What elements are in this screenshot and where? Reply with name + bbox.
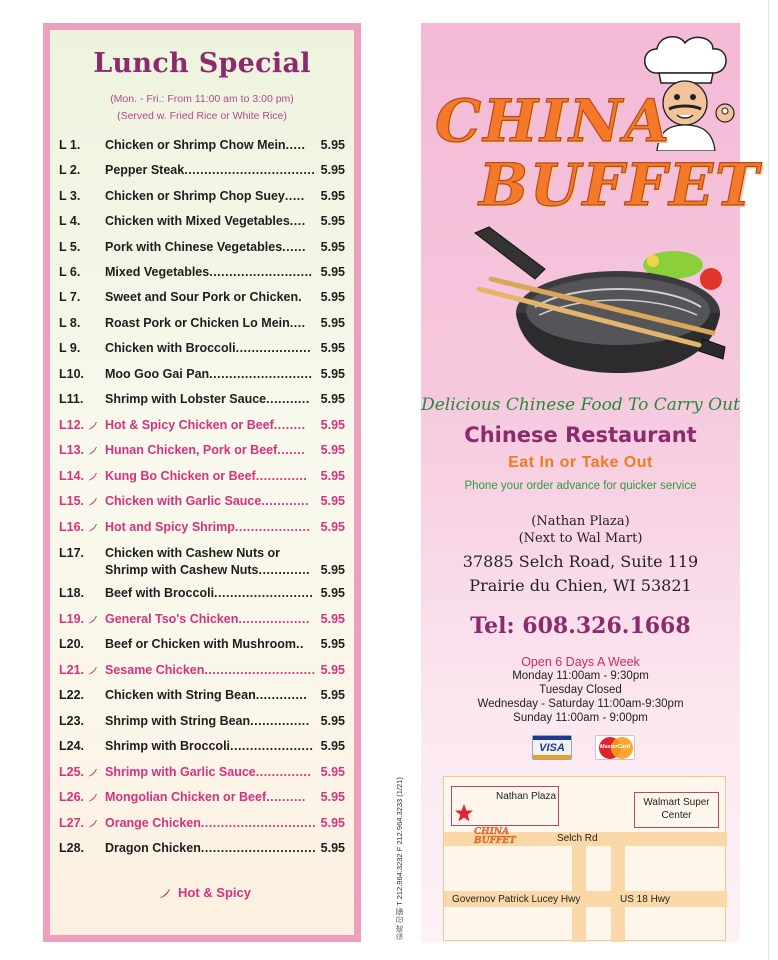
menu-item-name: Hot & Spicy Chicken or Beef (105, 418, 274, 432)
map-walmart-label: Walmart Super Center (643, 797, 710, 821)
menu-item-code: L 9. (59, 341, 81, 355)
map-plaza-label: Nathan Plaza (496, 791, 557, 802)
wok-with-chopsticks-image (473, 223, 735, 388)
menu-item-code: L 6. (59, 265, 81, 279)
menu-item-code: L16. (59, 520, 85, 534)
menu-item-line: Pepper Steak ................................. 5.95 (105, 163, 345, 177)
menu-item-price: 5.95 (320, 790, 345, 804)
chili-pepper-icon (87, 523, 97, 533)
map-road-vertical (572, 832, 586, 942)
menu-item-name: Chicken with String Bean (105, 688, 256, 702)
menu-item-line: Chicken or Shrimp Chow Mein ..... 5.95 (105, 138, 345, 152)
menu-item-price: 5.95 (320, 341, 345, 355)
menu-item-code: L12. (59, 418, 85, 432)
menu-item-name: Mixed Vegetables (105, 265, 210, 279)
lunch-special-panel (43, 23, 361, 942)
menu-item-name: Shrimp with Garlic Sauce (105, 765, 256, 779)
map-governor-hwy-label: Governov Patrick Lucey Hwy (452, 894, 581, 905)
menu-item-line: Beef or Chicken with Mushroom .. 5.95 (105, 637, 345, 651)
menu-item-code: L 2. (59, 163, 81, 177)
menu-item-name: Dragon Chicken (105, 841, 201, 855)
hot-spicy-legend (158, 885, 251, 900)
menu-item-name: Beef with Broccoli (105, 586, 215, 600)
lunch-served-with: (Served w. Fried Rice or White Rice) (117, 110, 287, 122)
menu-item-price: 5.95 (320, 265, 345, 279)
menu-item-code: L11. (59, 392, 84, 406)
menu-item-line: Mongolian Chicken or Beef .......... 5.95 (105, 790, 345, 804)
menu-item-price: 5.95 (320, 816, 345, 830)
menu-item-price: 5.95 (320, 290, 345, 304)
menu-item-line: Beef with Broccoli ......................... 5.95 (105, 586, 345, 600)
hours-wednesday-saturday: Wednesday - Saturday 11:00am-9:30pm (477, 698, 684, 710)
menu-item-code: L19. (59, 612, 85, 626)
menu-item-price: 5.95 (320, 138, 345, 152)
menu-item-price: 5.95 (320, 240, 345, 254)
menu-item-price: 5.95 (320, 714, 345, 728)
menu-item-code: L 3. (59, 189, 81, 203)
address-street: 37885 Selch Road, Suite 119 (462, 552, 699, 571)
hours-tuesday: Tuesday Closed (539, 684, 622, 696)
menu-item-name-line2: Shrimp with Cashew Nuts ............. 5.95 (105, 563, 345, 577)
menu-item-code: L17. (59, 546, 85, 560)
menu-item-price: 5.95 (320, 469, 345, 483)
menu-item-line: Shrimp with Broccoli ..................... 5.95 (105, 739, 345, 753)
menu-item-line: Hunan Chicken, Pork or Beef ....... 5.95 (105, 443, 345, 457)
menu-item-line: Chicken or Shrimp Chop Suey ..... 5.95 (105, 189, 345, 203)
menu-item-price: 5.95 (320, 392, 345, 406)
hours-monday: Monday 11:00am - 9:30pm (512, 670, 649, 682)
menu-item-price: 5.95 (320, 563, 345, 577)
menu-item-name: Sweet and Sour Pork or Chicken (105, 290, 299, 304)
menu-item-code: L 8. (59, 316, 81, 330)
menu-item-name: Shrimp with Broccoli (105, 739, 231, 753)
address-city: Prairie du Chien, WI 53821 (469, 576, 692, 595)
menu-item-line: Sesame Chicken ............................ 5.95 (105, 663, 345, 677)
menu-item-line: Orange Chicken ............................. 5.95 (105, 816, 345, 830)
menu-item-price: 5.95 (320, 637, 345, 651)
menu-item-price: 5.95 (320, 189, 345, 203)
menu-item-line: Dragon Chicken ............................. 5.95 (105, 841, 345, 855)
menu-item-name: Orange Chicken (105, 816, 201, 830)
menu-item-code: L15. (59, 494, 85, 508)
menu-item-line: Shrimp with String Bean ............... 5.95 (105, 714, 345, 728)
printer-code: 彩海 印刷 T 212.964.3232 F 212.964.3233 (1/21) (395, 777, 404, 940)
hours-sunday: Sunday 11:00am - 9:00pm (513, 712, 648, 724)
menu-item-price: 5.95 (320, 418, 345, 432)
brand-logo-buffet: BUFFET (479, 151, 761, 219)
menu-item-price: 5.95 (320, 443, 345, 457)
restaurant-info-panel (421, 23, 761, 942)
menu-item-price: 5.95 (320, 765, 345, 779)
menu-item-name: Chicken with Garlic Sauce (105, 494, 262, 508)
chili-pepper-icon (87, 793, 97, 803)
map-us18-label: US 18 Hwy (620, 894, 671, 905)
tagline: Delicious Chinese Food To Carry Out (421, 395, 740, 415)
menu-item-name: Pepper Steak (105, 163, 185, 177)
chili-pepper-icon (87, 497, 97, 507)
telephone-number: Tel: 608.326.1668 (470, 613, 691, 639)
map-brand-logo (474, 828, 516, 846)
chili-pepper-icon (87, 768, 97, 778)
menu-item-code: L28. (59, 841, 85, 855)
menu-item-line: Pork with Chinese Vegetables ...... 5.95 (105, 240, 345, 254)
menu-item-code: L20. (59, 637, 85, 651)
hot-spicy-label: Hot & Spicy (178, 885, 251, 900)
menu-item-code: L 5. (59, 240, 81, 254)
menu-item-line: Kung Bo Chicken or Beef ............. 5.95 (105, 469, 345, 483)
map-logo-line1: CHINA (474, 827, 510, 837)
menu-item-code: L 4. (59, 214, 81, 228)
open-days: Open 6 Days A Week (521, 655, 640, 669)
address-landmark: (Next to Wal Mart) (518, 531, 643, 546)
menu-item-price: 5.95 (320, 739, 345, 753)
menu-item-line: Chicken with Garlic Sauce ............ 5.95 (105, 494, 345, 508)
menu-item-name: Chicken or Shrimp Chow Mein (105, 138, 286, 152)
menu-item-name: Sesame Chicken (105, 663, 205, 677)
menu-item-line: Shrimp with Garlic Sauce .............. 5.95 (105, 765, 345, 779)
menu-item-name: Shrimp with Lobster Sauce (105, 392, 267, 406)
chili-pepper-icon (87, 666, 97, 676)
menu-item-line: Chicken with String Bean ............. 5.95 (105, 688, 345, 702)
chili-pepper-icon (87, 615, 97, 625)
lunch-special-title: Lunch Special (93, 48, 311, 79)
menu-item-code: L23. (59, 714, 85, 728)
menu-item-price: 5.95 (320, 163, 345, 177)
chili-pepper-icon (87, 421, 97, 431)
menu-item-line: Chicken with Mixed Vegetables .... 5.95 (105, 214, 345, 228)
service-type: Eat In or Take Out (508, 454, 653, 471)
menu-item-name: Chicken with Broccoli (105, 341, 236, 355)
brand-logo-china: CHINA (435, 87, 672, 155)
menu-item-name: Mongolian Chicken or Beef (105, 790, 267, 804)
star-marker-icon (454, 803, 474, 823)
menu-item-name: Hot and Spicy Shrimp (105, 520, 235, 534)
menu-item-line: Sweet and Sour Pork or Chicken . 5.95 (105, 290, 345, 304)
menu-item-code: L14. (59, 469, 85, 483)
chili-pepper-icon (87, 446, 97, 456)
menu-item-code: L25. (59, 765, 85, 779)
menu-item-price: 5.95 (320, 214, 345, 228)
mastercard-label: MasterCard (599, 744, 631, 750)
chili-pepper-icon (87, 472, 97, 482)
mastercard-icon (595, 735, 635, 760)
menu-item-line: General Tso's Chicken .................. 5.95 (105, 612, 345, 626)
menu-item-name: Moo Goo Gai Pan (105, 367, 210, 381)
menu-item-code: L22. (59, 688, 85, 702)
lunch-hours: (Mon. - Fri.: From 11:00 am to 3:00 pm) (110, 93, 294, 105)
map-logo-line2: BUFFET (474, 836, 516, 846)
menu-item-code: L24. (59, 739, 85, 753)
menu-item-name: Beef or Chicken with Mushroom (105, 637, 296, 651)
chili-pepper-icon (158, 889, 170, 899)
menu-item-name: Chicken with Mixed Vegetables (105, 214, 290, 228)
menu-item-code: L27. (59, 816, 85, 830)
menu-item-code: L 1. (59, 138, 81, 152)
map-road-vertical (611, 832, 625, 942)
menu-item-line: Mixed Vegetables .......................... 5.95 (105, 265, 345, 279)
menu-item-name: Chicken or Shrimp Chop Suey (105, 189, 285, 203)
visa-label: VISA (539, 742, 565, 754)
menu-item-line: Hot and Spicy Shrimp ................... 5.95 (105, 520, 345, 534)
restaurant-type: Chinese Restaurant (464, 423, 697, 447)
menu-item-price: 5.95 (320, 663, 345, 677)
menu-item-name: Kung Bo Chicken or Beef (105, 469, 256, 483)
menu-item-price: 5.95 (320, 520, 345, 534)
menu-item-code: L10. (59, 367, 85, 381)
menu-item-code: L21. (59, 663, 85, 677)
menu-item-code: L13. (59, 443, 85, 457)
menu-item-price: 5.95 (320, 367, 345, 381)
menu-item-line: Chicken with Broccoli ................... 5.95 (105, 341, 345, 355)
menu-item-line: Hot & Spicy Chicken or Beef ........ 5.95 (105, 418, 345, 432)
menu-item-price: 5.95 (320, 688, 345, 702)
menu-item-price: 5.95 (320, 841, 345, 855)
menu-item-price: 5.95 (320, 612, 345, 626)
menu-item-line: Shrimp with Lobster Sauce ........... 5.95 (105, 392, 345, 406)
menu-item-code: L26. (59, 790, 85, 804)
menu-item-line: Roast Pork or Chicken Lo Mein .... 5.95 (105, 316, 345, 330)
address-plaza: (Nathan Plaza) (531, 514, 630, 529)
menu-item-line: Moo Goo Gai Pan .......................... 5.95 (105, 367, 345, 381)
map-selch-rd-label: Selch Rd (557, 833, 598, 844)
menu-item-price: 5.95 (320, 586, 345, 600)
menu-item-name: Pork with Chinese Vegetables (105, 240, 283, 254)
menu-item-name: Hunan Chicken, Pork or Beef (105, 443, 278, 457)
menu-item-code: L 7. (59, 290, 81, 304)
page-edge (768, 0, 769, 960)
menu-item-name: Roast Pork or Chicken Lo Mein (105, 316, 290, 330)
menu-item-price: 5.95 (320, 494, 345, 508)
menu-item-name: General Tso's Chicken (105, 612, 239, 626)
location-map (443, 776, 726, 941)
menu-item-name: Shrimp with String Bean (105, 714, 251, 728)
phone-advance-note: Phone your order advance for quicker service (464, 480, 697, 492)
menu-item-name: Chicken with Cashew Nuts or (105, 546, 281, 560)
visa-card-icon (532, 735, 572, 760)
menu-item-code: L18. (59, 586, 85, 600)
menu-item-price: 5.95 (320, 316, 345, 330)
chili-pepper-icon (87, 819, 97, 829)
